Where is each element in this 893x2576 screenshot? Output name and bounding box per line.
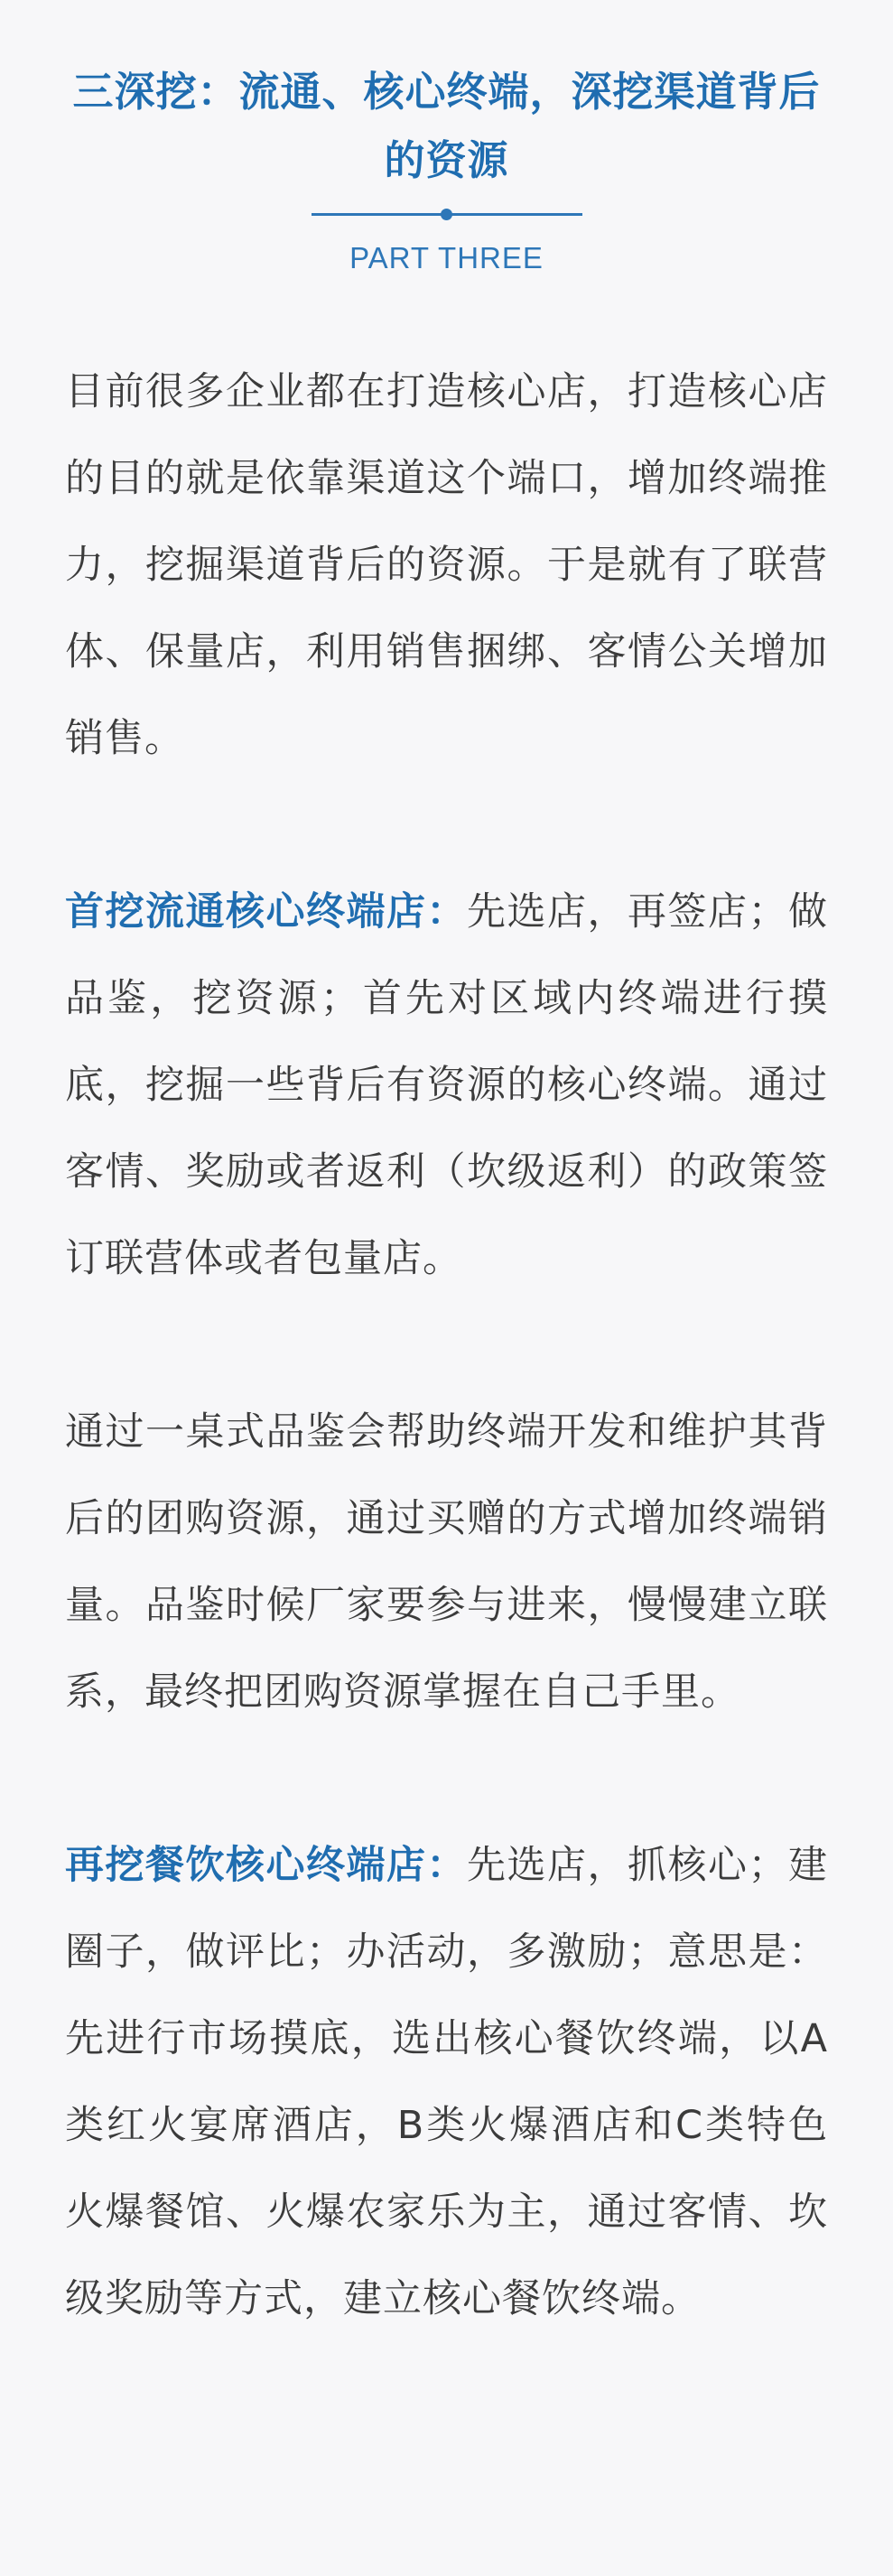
section-subtitle: PART THREE <box>349 241 544 274</box>
article-body <box>65 349 828 2342</box>
paragraph-lead: 再挖餐饮核心终端店： <box>65 1843 467 1888</box>
paragraph-text: 通过一桌式品鉴会帮助终端开发和维护其背后的团购资源，通过买赠的方式增加终端销量。品鉴时候厂家要参与进来，慢慢建立联系，最终把团购资源掌握在自己手里。 <box>65 1409 828 1715</box>
paragraph-intro <box>65 349 828 782</box>
title-divider <box>312 208 582 220</box>
section-title: 三深挖：流通、核心终端，深挖渠道背后的资源 <box>72 68 821 184</box>
paragraph-circulation-terminal <box>65 869 828 1302</box>
paragraph-lead: 首挖流通核心终端店： <box>65 889 467 935</box>
paragraph-text: 先选店，再签店；做品鉴，挖资源；首先对区域内终端进行摸底，挖掘一些背后有资源的核心终端。通过客情、奖励或者返利（坎级返利）的政策签订联营体或者包量店。 <box>65 889 828 1281</box>
paragraph-text: 目前很多企业都在打造核心店，打造核心店的目的就是依靠渠道这个端口，增加终端推力，挖掘渠道背后的资源。于是就有了联营体、保量店，利用销售捆绑、客情公关增加销售。 <box>65 369 828 761</box>
paragraph-catering-terminal <box>65 1822 828 2342</box>
divider-dot <box>441 209 452 220</box>
paragraph-text: 先选店，抓核心；建圈子，做评比；办活动，多激励；意思是：先进行市场摸底，选出核心餐饮终端，以A类红火宴席酒店，B类火爆酒店和C类特色火爆餐馆、火爆农家乐为主，通过客情、坎级奖励等方式，建立核心餐饮终端。 <box>65 1843 828 2321</box>
paragraph-tasting-event <box>65 1389 828 1735</box>
